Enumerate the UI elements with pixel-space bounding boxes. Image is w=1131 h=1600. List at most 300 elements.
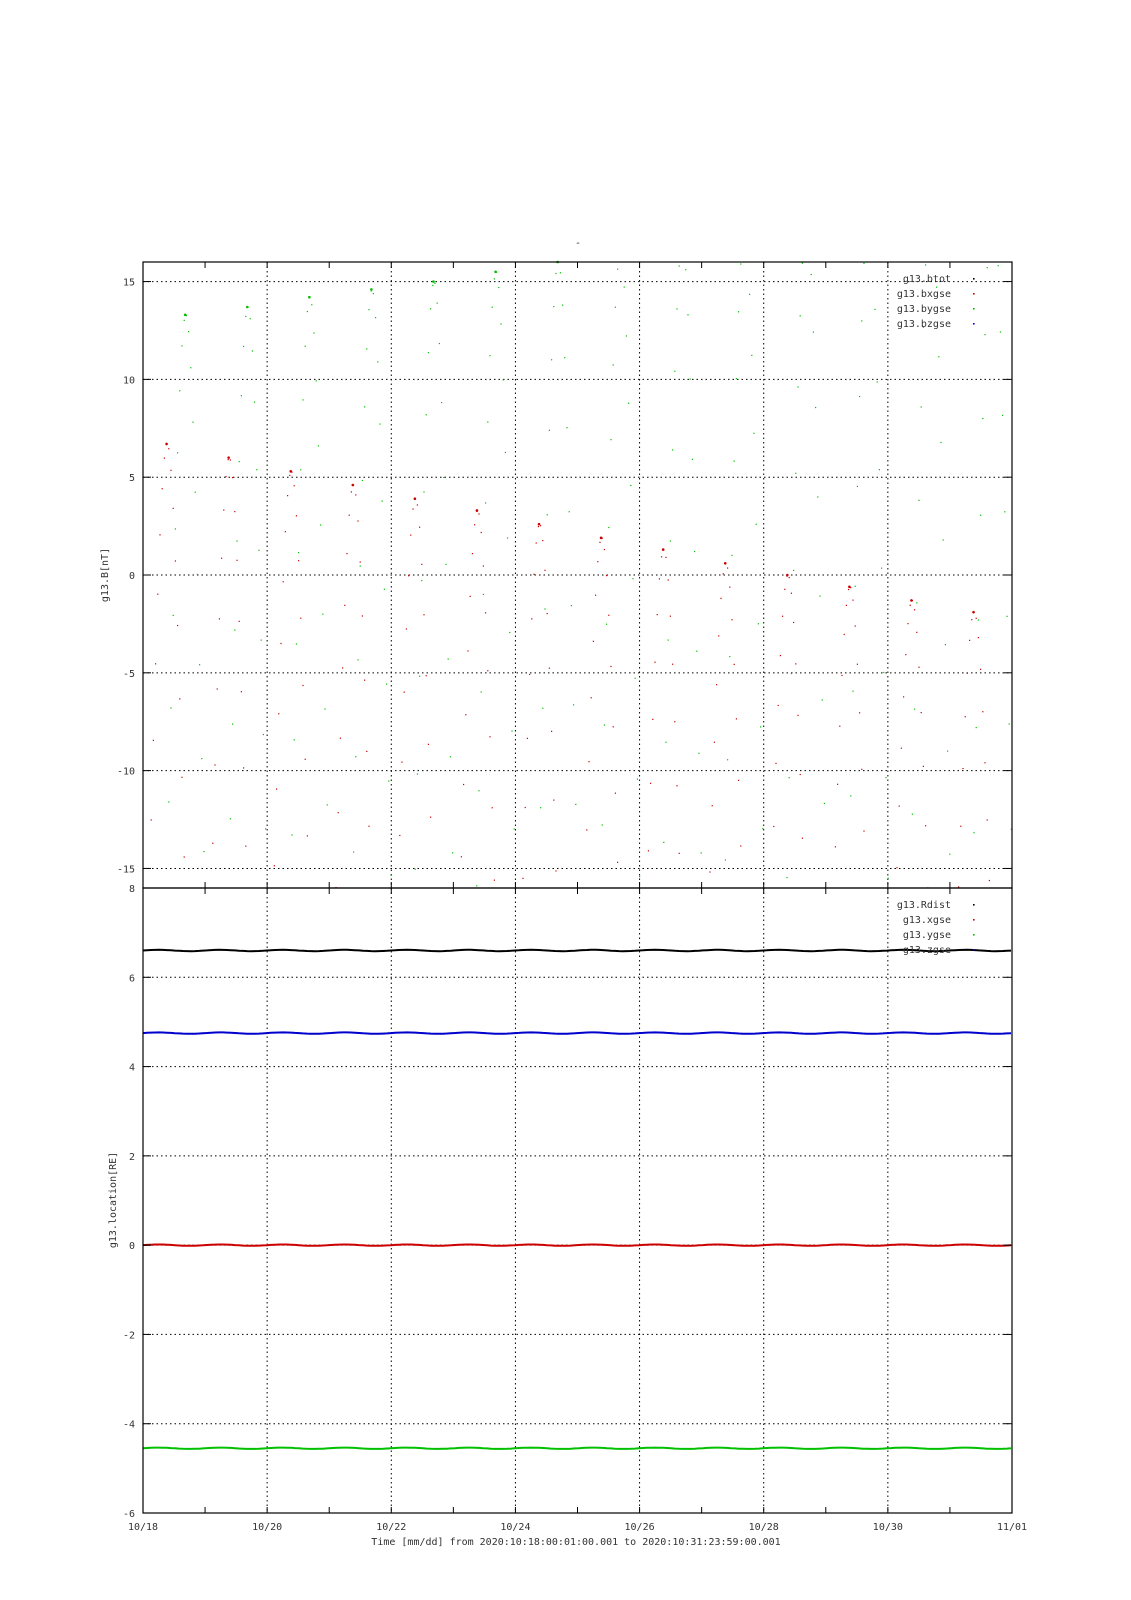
data-point [239,461,240,462]
data-point [179,390,180,391]
data-point [918,500,919,501]
data-point [800,774,801,775]
data-point [593,641,594,642]
data-point [344,605,345,606]
data-point [615,307,616,308]
data-point [157,594,158,595]
data-point [610,439,611,440]
x-tick-label: 10/28 [748,1522,779,1533]
peak-marker [494,270,497,273]
data-point [624,286,625,287]
data-point [417,773,418,774]
data-point [822,699,823,700]
x-tick-label: 10/22 [376,1522,407,1533]
data-point [949,854,950,855]
data-point [170,707,171,708]
data-point [560,272,561,273]
data-point [188,331,189,332]
data-point [824,803,825,804]
data-point [410,535,411,536]
data-point [984,334,985,335]
legend-marker [973,293,975,295]
data-point [674,721,675,722]
data-point [841,675,842,676]
data-point [258,550,259,551]
data-point [859,712,860,713]
data-point [175,560,176,561]
data-point [740,845,741,846]
data-point [353,851,354,852]
data-point [421,564,422,565]
data-point [965,716,966,717]
peak-marker [848,585,851,588]
data-point [848,589,849,590]
data-point [938,356,939,357]
x-tick-label: 10/30 [872,1522,903,1533]
data-point [883,672,884,673]
data-point [298,552,299,553]
peak-marker [910,599,913,602]
legend-label: g13.xgse [902,915,951,926]
legend-label: g13.ygse [902,930,951,941]
data-point [925,264,926,265]
peak-marker [538,523,541,526]
data-point [1000,331,1001,332]
data-point [615,793,616,794]
data-point [793,622,794,623]
data-point [980,515,981,516]
data-point [212,843,213,844]
data-point [261,640,262,641]
data-point [448,658,449,659]
data-point [604,724,605,725]
y-tick-label: -4 [122,1419,135,1431]
data-point [888,878,889,879]
data-point [505,452,506,453]
data-point [861,320,862,321]
y-tick-label: 8 [128,884,135,895]
data-point [540,525,541,526]
data-point [379,423,380,424]
data-point [698,753,699,754]
data-point [940,442,941,443]
data-point [465,714,466,715]
top-ylabel: g13.B[nT] [100,547,111,603]
peak-marker [308,296,311,299]
peak-marker [227,456,230,459]
data-point [551,359,552,360]
data-point [982,711,983,712]
data-point [170,470,171,471]
data-point [978,619,979,620]
data-point [307,311,308,312]
data-point [437,303,438,304]
data-point [155,663,156,664]
data-point [839,726,840,727]
data-point [727,567,728,568]
data-point [203,851,204,852]
data-point [177,452,178,453]
top-plot-area [151,261,1012,889]
data-point [637,779,638,780]
data-point [280,643,281,644]
data-point [925,825,926,826]
data-point [802,838,803,839]
data-point [685,269,686,270]
data-point [912,814,913,815]
data-point [921,406,922,407]
data-point [177,625,178,626]
data-point [969,640,970,641]
data-point [201,758,202,759]
data-point [1002,415,1003,416]
data-point [773,826,774,827]
data-point [599,542,600,543]
data-point [874,309,875,310]
data-point [509,632,510,633]
data-point [430,308,431,309]
data-point [635,678,636,679]
data-point [302,685,303,686]
data-point [734,664,735,665]
data-point [663,842,664,843]
data-point [472,553,473,554]
y-tick-label: 0 [128,1241,135,1253]
data-point [903,696,904,697]
data-point [819,595,820,596]
data-point [243,346,244,347]
data-point [712,805,713,806]
data-point [571,605,572,606]
data-point [230,459,231,460]
data-point [670,540,671,541]
data-point [225,476,226,477]
data-point [430,817,431,818]
data-point [388,780,389,781]
series-line-g13.xgse [143,1245,1011,1246]
data-point [606,575,607,576]
data-point [239,621,240,622]
data-point [736,718,737,719]
data-point [162,488,163,489]
data-point [179,698,180,699]
data-point [219,618,220,619]
data-point [476,885,477,886]
data-point [234,511,235,512]
data-point [245,846,246,847]
data-point [322,614,323,615]
data-point [366,348,367,349]
data-point [775,763,776,764]
data-point [498,287,499,288]
data-point [905,654,906,655]
data-point [338,812,339,813]
data-point [672,449,673,450]
data-point [443,477,444,478]
data-point [300,469,301,470]
data-point [173,508,174,509]
data-point [382,501,383,502]
data-point [762,828,763,829]
data-point [797,386,798,387]
data-point [181,345,182,346]
data-point [846,605,847,606]
data-point [434,283,435,284]
data-point [855,586,856,587]
data-point [716,684,717,685]
x-tick-label: 10/26 [624,1522,655,1533]
data-point [439,343,440,344]
data-point [305,759,306,760]
data-point [881,568,882,569]
data-point [318,445,319,446]
data-point [549,430,550,431]
data-point [602,824,603,825]
data-point [481,532,482,533]
data-point [613,364,614,365]
data-point [780,655,781,656]
chart-title: - [574,238,582,249]
data-point [478,790,479,791]
data-point [789,577,790,578]
data-point [588,761,589,762]
data-point [987,267,988,268]
data-point [487,670,488,671]
data-point [639,876,640,877]
legend-label: g13.bxgse [896,289,951,300]
data-point [1006,616,1007,617]
data-point [916,632,917,633]
data-point [406,628,407,629]
data-point [800,315,801,316]
peak-marker [165,443,168,446]
data-point [714,742,715,743]
data-point [782,616,783,617]
data-point [586,829,587,830]
data-point [373,293,374,294]
data-point [419,676,420,677]
data-point [844,634,845,635]
data-point [450,756,451,757]
data-point [817,496,818,497]
data-point [547,613,548,614]
data-point [676,308,677,309]
data-point [657,614,658,615]
data-point [670,616,671,617]
data-point [632,578,633,579]
data-point [672,664,673,665]
data-point [291,834,292,835]
data-point [470,596,471,597]
x-tick-label: 11/01 [996,1522,1028,1533]
data-point [562,305,563,306]
y-tick-label: -10 [116,766,135,778]
data-point [626,335,627,336]
peak-marker [724,562,727,565]
data-point [758,623,759,624]
data-point [797,715,798,716]
data-point [485,502,486,503]
series-line-g13.Rdist [143,950,1011,951]
data-point [364,406,365,407]
data-point [234,629,235,630]
data-point [478,513,479,514]
data-point [320,524,321,525]
bottom-plot-area [143,950,1011,1449]
data-point [690,379,691,380]
data-point [197,574,198,575]
data-point [386,684,387,685]
data-point [863,263,864,264]
y-tick-label: 6 [128,973,135,985]
data-point [364,680,365,681]
series-line-g13.zgse [143,1032,1011,1033]
bottom-legend [897,900,975,956]
data-point [795,663,796,664]
data-point [236,560,237,561]
data-point [256,469,257,470]
data-point [489,736,490,737]
data-point [731,619,732,620]
data-point [947,750,948,751]
data-point [412,508,413,509]
data-point [709,871,710,872]
data-point [199,664,200,665]
data-point [921,712,922,713]
x-ticks [128,1522,1027,1533]
data-point [789,777,790,778]
data-point [918,667,919,668]
data-point [428,744,429,745]
data-point [294,485,295,486]
data-point [467,650,468,651]
data-point [791,593,792,594]
data-point [300,618,301,619]
data-point [168,801,169,802]
data-point [346,553,347,554]
y-tick-label: 0 [128,571,135,582]
data-point [740,263,741,264]
data-point [542,708,543,709]
data-point [734,461,735,462]
data-point [529,674,530,675]
data-point [877,381,878,382]
data-point [756,524,757,525]
peak-marker [786,574,789,577]
data-point [786,877,787,878]
peak-marker [972,611,975,614]
top-y-ticks [117,278,1012,876]
data-point [408,575,409,576]
data-point [987,819,988,820]
legend-label: g13.btot [902,274,951,285]
data-point [1004,511,1005,512]
data-point [175,528,176,529]
data-point [265,828,266,829]
data-point [285,531,286,532]
data-point [665,742,666,743]
x-tick-label: 10/24 [500,1522,531,1533]
bottom-ylabel: g13.location[RE] [108,1151,119,1249]
data-point [914,609,915,610]
data-point [566,427,567,428]
data-point [313,332,314,333]
data-point [738,780,739,781]
data-point [232,724,233,725]
data-point [377,361,378,362]
data-point [936,287,937,288]
data-point [368,309,369,310]
data-point [547,514,548,515]
top-grid [143,262,1012,888]
data-point [533,574,534,575]
data-point [852,600,853,601]
data-point [778,705,779,706]
data-point [173,615,174,616]
data-point [417,504,418,505]
data-point [278,713,279,714]
data-point [604,549,605,550]
data-point [401,762,402,763]
data-point [184,856,185,857]
data-point [494,278,495,279]
data-point [608,615,609,616]
legend-marker [973,308,975,310]
data-point [857,664,858,665]
data-point [384,589,385,590]
data-point [250,318,251,319]
top-panel [100,261,1012,889]
data-point [181,777,182,778]
data-point [360,566,361,567]
data-point [945,644,946,645]
data-point [569,511,570,512]
legend-marker [973,904,975,906]
data-point [531,618,532,619]
data-point [276,788,277,789]
data-point [441,402,442,403]
data-point [228,459,229,460]
data-point [538,526,539,527]
data-point [784,589,785,590]
data-point [445,564,446,565]
data-point [793,570,794,571]
data-point [835,846,836,847]
data-point [192,422,193,423]
data-point [914,709,915,710]
data-point [751,355,752,356]
data-point [676,785,677,786]
data-point [694,551,695,552]
data-point [692,459,693,460]
series-bygse [168,261,1012,887]
data-point [404,692,405,693]
data-point [540,807,541,808]
top-legend [897,274,975,330]
data-point [542,540,543,541]
data-point [879,469,880,470]
data-point [368,826,369,827]
data-point [357,659,358,660]
data-point [236,540,237,541]
data-point [815,407,816,408]
data-point [617,269,618,270]
data-point [349,515,350,516]
data-point [989,880,990,881]
data-point [795,473,796,474]
data-point [982,418,983,419]
data-point [351,491,352,492]
